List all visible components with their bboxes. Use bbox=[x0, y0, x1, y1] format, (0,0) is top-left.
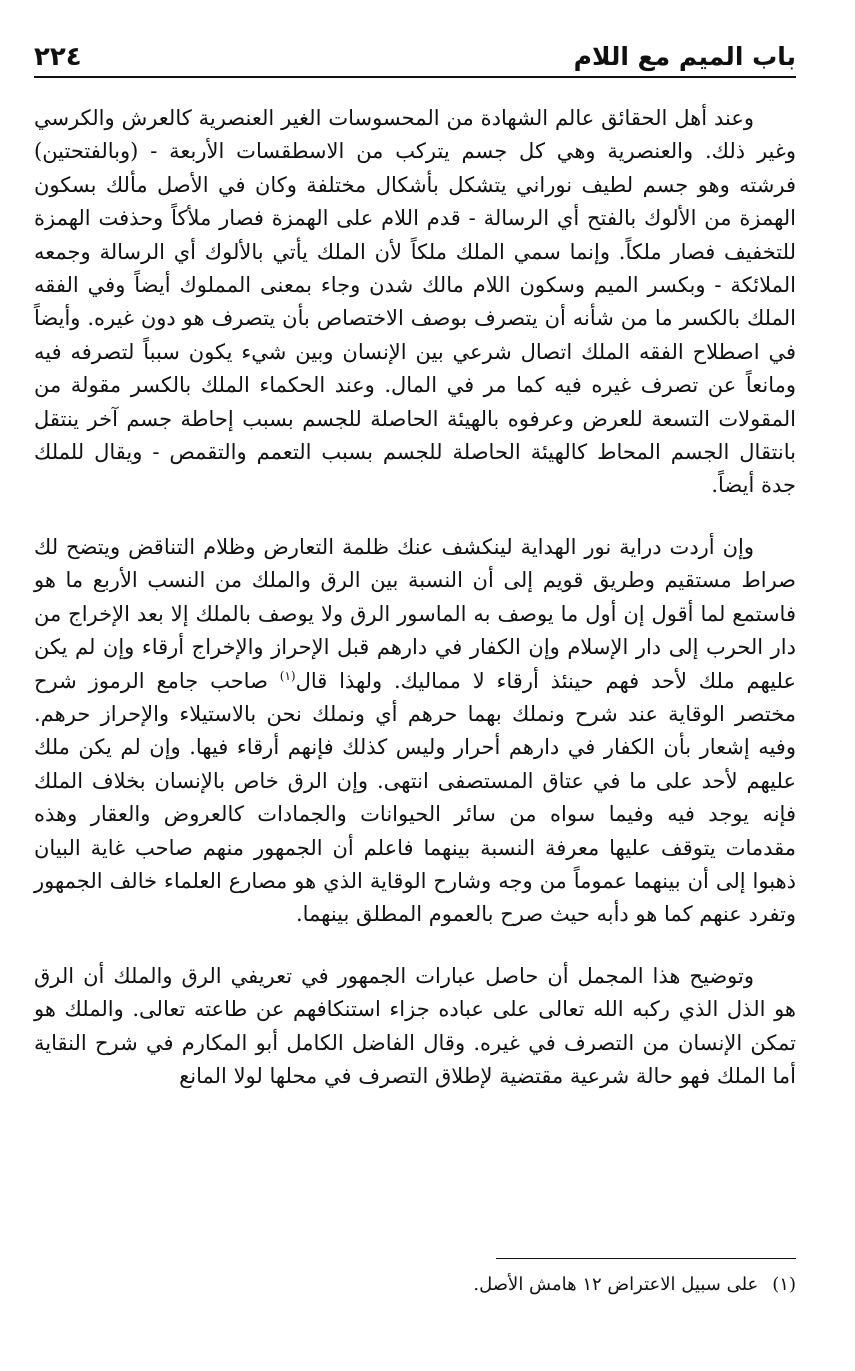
paragraph-3: وتوضيح هذا المجمل أن حاصل عبارات الجمهور في تعريفي الرق والملك أن الرق هو الذل الذي ركبه الله تعالى على عباده جزاء استنكافهم عن طاعته تعالى. والملك هو تمكن الإنسان من التصرف في غيره. وقال الفاضل الكامل أبو المكارم في شرح النقاية أما الملك فهو حالة شرعية مقتضية لإطلاق التصرف في محلها لولا المانع bbox=[34, 963, 796, 1088]
footnote-divider bbox=[496, 1258, 796, 1259]
page-number: ٢٢٤ bbox=[34, 42, 82, 72]
chapter-title: باب الميم مع اللام bbox=[573, 42, 796, 71]
paragraph-2 bbox=[34, 531, 796, 932]
paragraph-1: وعند أهل الحقائق عالم الشهادة من المحسوسات الغير العنصرية كالعرش والكرسي وغير ذلك. والعنصرية وهي كل جسم يتركب من الاسطقسات الأربعة - (وبالفتحتين) فرشته وهو جسم لطيف نوراني يتشكل بأشكال مختلفة وكان في الأصل مألك بسكون الهمزة من الألوك بالفتح أي الرسالة - قدم اللام على الهمزة فصار ملأكاً وحذفت الهمزة للتخفيف فصار ملكاً. وإنما سمي الملك ملكاً لأن الملك يأتي بالألوك أي الرسالة وجمعه الملائكة - وبكسر الميم وسكون اللام مالك شدن وجاء بمعنى المملوك أيضاً وفي الفقه الملك بالكسر ما من شأنه أن يتصرف بوصف الاختصاص بأن يتصرف هو دون غيره. وأيضاً في اصطلاح الفقه الملك اتصال شرعي بين الإنسان وبين شيء يكون سبباً لتصرفه فيه ومانعاً عن تصرف غيره فيه كما مر في المال. وعند الحكماء الملك بالكسر مقولة من المقولات التسعة للعرض وعرفوه بالهيئة الحاصلة للجسم بسبب إحاطة جسم آخر ينتقل بانتقال الجسم المحاط كالهيئة الحاصلة للجسم بسبب التعمم والتقمص - ويقال للملك جدة أيضاً. bbox=[34, 106, 796, 498]
paragraph-2-part-1: وإن أردت دراية نور الهداية لينكشف عنك ظلمة التعارض وظلام التناقض ويتضح لك صراط مستقيم وطريق قويم إلى أن النسبة بين الرق والملك من النسب الأربع ما هو فاستمع لما أقول إن أول ما يوصف به الماسور الرق ولا يوصف بالملك إلا بعد الإخراج من دار الحرب إلى دار الإسلام وإن الكفار في دارهم قبل الإحراز والإخراج أرقاء وإن لم يكن عليهم ملك لأحد فهم حينئذ أرقاء لا مماليك. ولهذا قال bbox=[34, 534, 797, 693]
page-header bbox=[34, 30, 796, 78]
footnote bbox=[473, 1272, 796, 1298]
book-page bbox=[34, 30, 796, 1350]
paragraph-2-part-2: صاحب جامع الرموز شرح مختصر الوقاية عند شرح ونملك بهما حرهم أي ونملك نحن بالاستيلاء والإحراز حرهم. وفيه إشعار بأن الكفار في دارهم أحرار وليس كذلك فإنهم أرقاء فيها. وإن لم يكن ملك عليهم لأحد على ما في عتاق المستصفى انتهى. وإن الرق خاص بالإنسان بخلاف الملك فإنه يوجد فيه وفيما سواه من سائر الحيوانات والجمادات كالعروض والعقار وهذه مقدمات يتوقف عليها معرفة النسبة بينهما فاعلم أن الجمهور منهم صاحب غاية البيان ذهبوا إلى أن بينهما عموماً من وجه وشارح الوقاية الذي هو مصارع العلماء خالف الجمهور وتفرد عنهم كما هو دأبه حيث صرح بالعموم المطلق بينهما. bbox=[34, 668, 796, 927]
main-text bbox=[34, 102, 796, 1093]
footnote-text: على سبيل الاعتراض ١٢ هامش الأصل. bbox=[473, 1274, 759, 1295]
footnote-reference: (١) bbox=[279, 668, 296, 683]
footnote-marker: (١) bbox=[772, 1274, 796, 1295]
